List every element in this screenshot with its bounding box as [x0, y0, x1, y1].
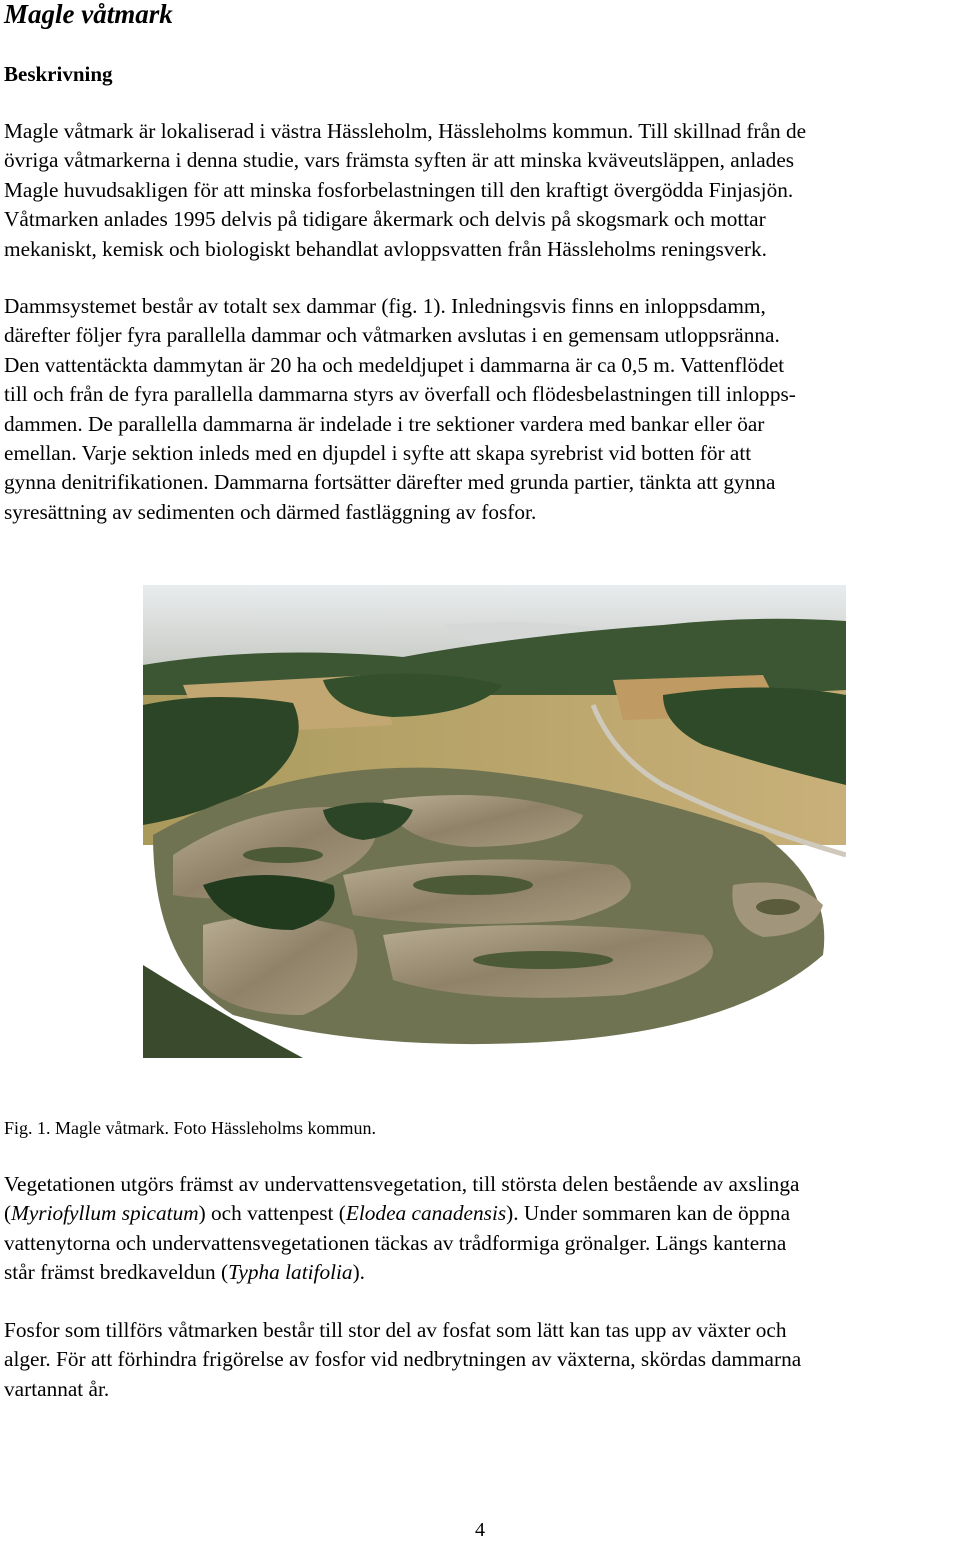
text-line [4, 1258, 960, 1287]
text-line: Vegetationen utgörs främst av undervattensvegetation, till största delen bestående av axslinga [4, 1172, 800, 1196]
section-heading: Beskrivning [4, 62, 113, 86]
species-name: Elodea canadensis [345, 1201, 507, 1226]
text-line: emellan. Varje sektion inleds med en djupdel i syfte att skapa syrebrist vid botten för att [4, 441, 752, 466]
text-line: gynna denitrifikationen. Dammarna fortsätter därefter med grunda partier, tänkta att gynna [4, 470, 776, 495]
paragraph-description [4, 117, 960, 264]
text-fragment: ). [352, 1260, 365, 1285]
text-line: mekaniskt, kemisk och biologiskt behandlat avloppsvatten från Hässleholms reningsverk. [4, 236, 767, 261]
figure-caption: Fig. 1. Magle våtmark. Foto Hässleholms kommun. [4, 1118, 376, 1138]
text-line: Våtmarken anlades 1995 delvis på tidigare åkermark och delvis på skogsmark och mottar [4, 207, 766, 232]
text-fragment: ( [4, 1201, 12, 1226]
text-line: dammen. De parallella dammarna är indelade i tre sektioner vardera med bankar eller öar [4, 411, 765, 436]
paragraph-dam-system [4, 292, 960, 527]
text-line: Den vattentäckta dammytan är 20 ha och medeldjupet i dammarna är ca 0,5 m. Vattenflödet [4, 352, 785, 377]
text-fragment: står främst bredkaveldun ( [4, 1260, 229, 1285]
text-line: till och från de fyra parallella dammarna styrs av överfall och flödesbelastningen till inlopps- [4, 382, 796, 407]
species-name: Myriofyllum spicatum [11, 1201, 199, 1226]
text-fragment: ) och vattenpest ( [198, 1201, 346, 1226]
paragraph-phosphorus [4, 1316, 960, 1404]
text-line: Magle våtmark är lokaliserad i västra Hässleholm, Hässleholms kommun. Till skillnad från de [4, 119, 807, 143]
text-line: Magle huvudsakligen för att minska fosforbelastningen till den kraftigt övergödda Finjasjön. [4, 177, 794, 202]
text-line: vartannat år. [4, 1376, 110, 1401]
text-line: därefter följer fyra parallella dammar och våtmarken avslutas i en gemensam utloppsränna. [4, 323, 780, 348]
text-line: övriga våtmarkerna i denna studie, vars främsta syften är att minska kväveutsläppen, anlades [4, 148, 795, 173]
text-line: alger. För att förhindra frigörelse av fosfor vid nedbrytningen av växterna, skördas dammarna [4, 1347, 802, 1372]
page-number: 4 [475, 1519, 485, 1541]
page-title: Magle våtmark [4, 0, 173, 29]
paragraph-vegetation [4, 1170, 960, 1288]
species-name: Typha latifolia [228, 1260, 353, 1285]
text-line: syresättning av sedimenten och därmed fastläggning av fosfor. [4, 499, 537, 524]
text-line [4, 1199, 960, 1228]
aerial-photo-magle-wetland [143, 585, 846, 1058]
text-line: Fosfor som tillförs våtmarken består till stor del av fosfat som lätt kan tas upp av växter och [4, 1318, 787, 1342]
text-line: Dammsystemet består av totalt sex dammar (fig. 1). Inledningsvis finns en inloppsdamm, [4, 294, 766, 318]
text-line: vattenytorna och undervattensvegetationen täckas av trådformiga grönalger. Längs kanterna [4, 1230, 787, 1255]
text-fragment: ). Under sommaren kan de öppna [506, 1201, 791, 1226]
